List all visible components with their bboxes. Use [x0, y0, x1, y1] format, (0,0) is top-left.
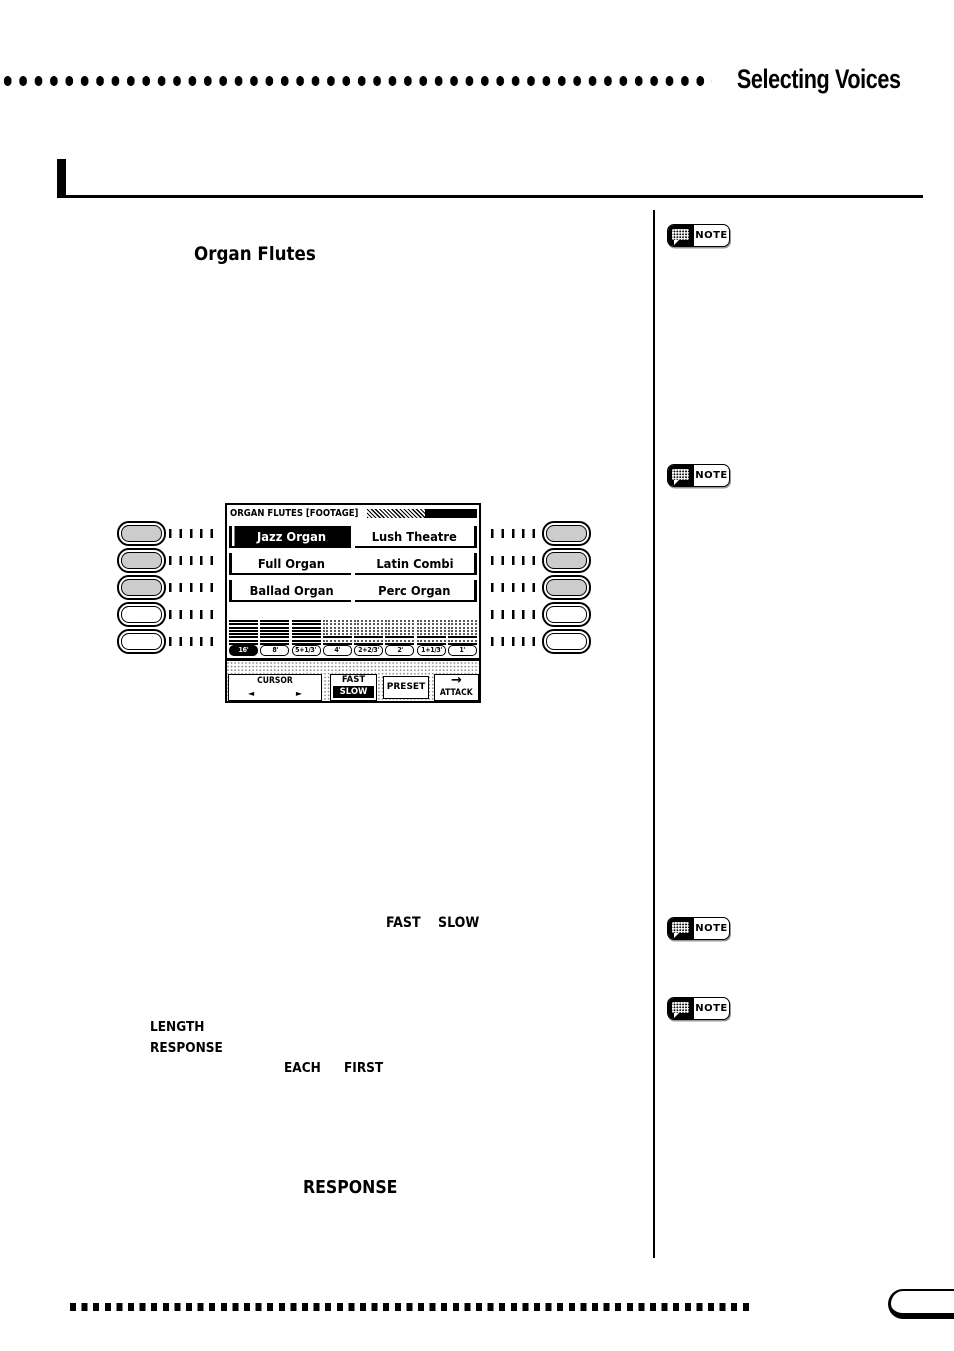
note-label: NOTE: [695, 923, 728, 934]
panel-button-left-2: [117, 548, 166, 573]
drawbar-column-2-2-3ft: [354, 616, 383, 645]
lcd-display: [225, 503, 481, 703]
note-bubble-icon: [668, 225, 694, 246]
header-dotted-rule: [0, 74, 712, 88]
panel-button-right-1: [542, 521, 591, 546]
cursor-left-arrow-icon: ◄: [248, 688, 255, 698]
term-each: EACH: [284, 1060, 321, 1076]
button-ticks: [169, 610, 219, 619]
footage-label-1-1-3ft: 1+1/3': [417, 645, 446, 656]
drawbar-column-2ft: [385, 616, 414, 645]
page-number-tab: [888, 1289, 954, 1319]
section-marker-bar: [57, 159, 66, 197]
attack-soft-button: [434, 674, 479, 701]
attack-label: ATTACK: [440, 687, 473, 698]
drawbar-column-16ft: [229, 616, 258, 645]
cursor-soft-button: [228, 674, 322, 701]
button-ticks: [491, 610, 541, 619]
button-ticks: [169, 637, 219, 646]
footage-label-5-1-3ft: 5+1/3': [292, 645, 321, 656]
panel-button-left-5: [117, 629, 166, 654]
button-ticks: [491, 637, 541, 646]
footage-label-4ft: 4': [323, 645, 352, 656]
note-badge: [667, 917, 730, 940]
notes-column-divider: [653, 210, 655, 1258]
drawbar-column-5-1-3ft: [292, 616, 321, 645]
drawbar-column-1ft: [448, 616, 477, 645]
footage-label-8ft: 8': [260, 645, 289, 656]
note-bubble-icon: [668, 465, 694, 486]
panel-button-left-1: [117, 521, 166, 546]
fast-slow-soft-button: [330, 674, 377, 701]
panel-button-right-3: [542, 575, 591, 600]
voice-cell-full-organ: Full Organ: [229, 553, 351, 575]
drawbar-column-4ft: [323, 616, 352, 645]
voice-cell-ballad-organ: Ballad Organ: [229, 580, 351, 602]
term-fast: FAST: [386, 915, 421, 931]
button-ticks: [491, 583, 541, 592]
lcd-soft-button-strip: [227, 662, 479, 702]
fast-label: FAST: [341, 675, 366, 686]
preset-soft-button: [383, 676, 429, 699]
note-badge: [667, 464, 730, 487]
panel-button-right-5: [542, 629, 591, 654]
footer-dotted-rule: [70, 1303, 754, 1311]
voice-cell-perc-organ: Perc Organ: [355, 580, 477, 602]
voice-cell-jazz-organ: Jazz Organ: [229, 526, 351, 548]
term-length: LENGTH: [150, 1019, 205, 1035]
slow-label-highlighted: SLOW: [333, 686, 374, 698]
lcd-title-bar: [230, 507, 477, 519]
panel-button-right-4: [542, 602, 591, 627]
voice-cell-lush-theatre: Lush Theatre: [355, 526, 477, 548]
footage-label-16ft: 16': [229, 645, 258, 656]
term-response: RESPONSE: [150, 1040, 223, 1056]
term-slow: SLOW: [438, 915, 480, 931]
heading-response: RESPONSE: [303, 1178, 398, 1198]
cursor-right-arrow-icon: ►: [295, 688, 302, 698]
footage-label-1ft: 1': [448, 645, 477, 656]
drawbar-column-1-1-3ft: [417, 616, 446, 645]
section-heading-organ-flutes: Organ Flutes: [194, 243, 316, 265]
attack-arrow-icon: →: [451, 672, 462, 688]
lcd-title-hatch-pattern: [367, 509, 425, 518]
drawbar-column-8ft: [260, 616, 289, 645]
page-title: Selecting Voices: [737, 64, 901, 94]
button-ticks: [169, 529, 219, 538]
preset-label: PRESET: [386, 682, 426, 692]
note-badge: [667, 224, 730, 247]
drawbar-graph: [229, 616, 477, 645]
voice-cell-latin-combi: Latin Combi: [355, 553, 477, 575]
term-first: FIRST: [344, 1060, 384, 1076]
button-ticks: [169, 556, 219, 565]
lcd-title-bar-fill: [425, 509, 477, 518]
note-label: NOTE: [695, 1003, 728, 1014]
note-label: NOTE: [695, 470, 728, 481]
panel-button-right-2: [542, 548, 591, 573]
button-ticks: [491, 529, 541, 538]
note-bubble-icon: [668, 918, 694, 939]
note-bubble-icon: [668, 998, 694, 1019]
lcd-title: ORGAN FLUTES [FOOTAGE]: [230, 507, 359, 519]
button-ticks: [491, 556, 541, 565]
section-rule: [57, 195, 923, 198]
panel-button-left-3: [117, 575, 166, 600]
footage-label-2ft: 2': [385, 645, 414, 656]
note-badge: [667, 997, 730, 1020]
note-label: NOTE: [695, 230, 728, 241]
footage-labels-row: [229, 645, 477, 656]
cursor-label: CURSOR: [257, 675, 293, 686]
footage-label-2-2-3ft: 2+2/3': [354, 645, 383, 656]
button-ticks: [169, 583, 219, 592]
panel-button-left-4: [117, 602, 166, 627]
